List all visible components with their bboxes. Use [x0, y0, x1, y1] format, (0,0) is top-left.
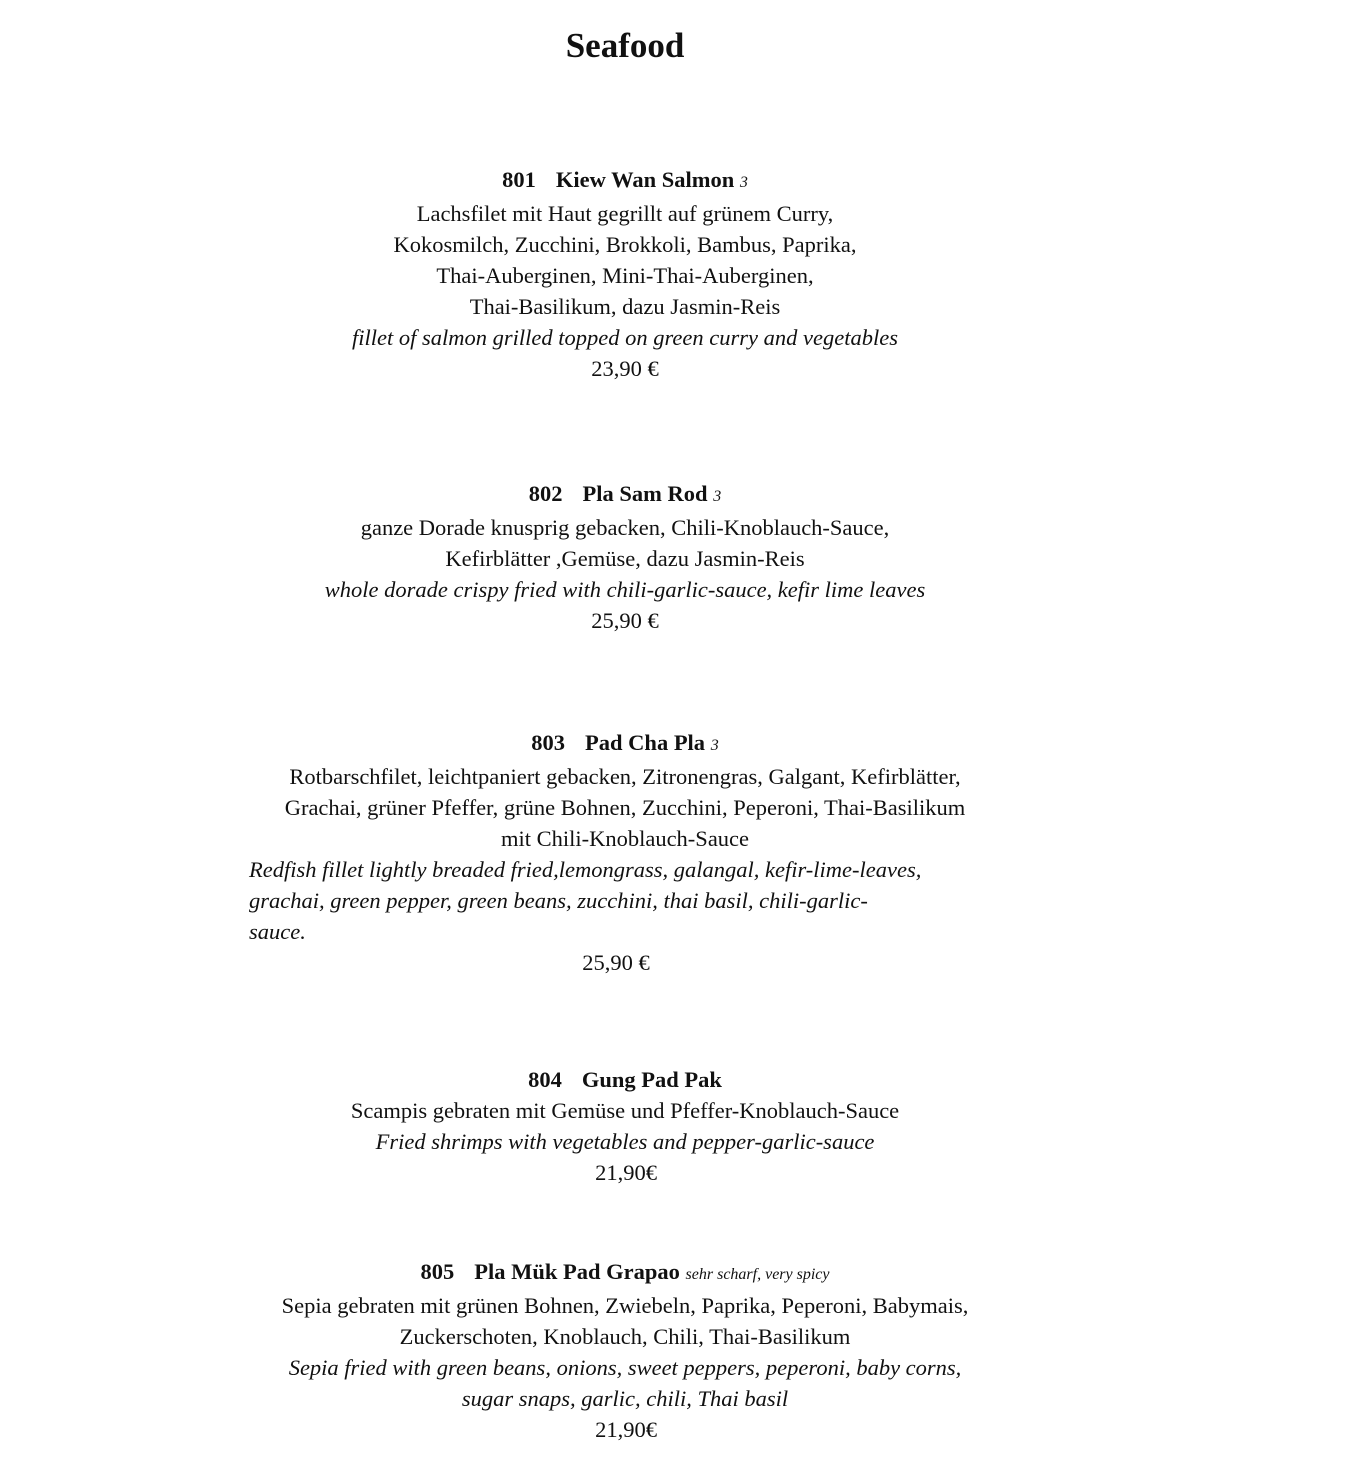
dish-name: Pad Cha Pla [585, 730, 706, 755]
dish-note: 3 [739, 174, 748, 191]
dish-heading [0, 1064, 1250, 1095]
german-description-line: Kefirblätter ,Gemüse, dazu Jasmin-Reis [445, 546, 805, 571]
dish-price: 25,90 € [591, 608, 659, 633]
menu-item-804 [0, 1064, 1250, 1188]
english-description-line: whole dorade crispy fried with chili-garlic-sauce, kefir lime leaves [324, 577, 926, 602]
german-description-line: Grachai, grüner Pfeffer, grüne Bohnen, Zucchini, Peperoni, Thai-Basilikum [284, 795, 966, 820]
dish-number: 802 [528, 481, 563, 506]
english-description-line: Fried shrimps with vegetables and pepper-garlic-sauce [375, 1129, 875, 1154]
english-description-line: sugar snaps, garlic, chili, Thai basil [461, 1386, 789, 1411]
dish-note: 3 [710, 737, 719, 754]
menu-item-803 [0, 727, 1250, 978]
menu-item-801 [0, 164, 1250, 384]
dish-number: 804 [528, 1067, 562, 1092]
dish-heading [0, 164, 1250, 198]
english-description-line: sauce. [249, 919, 306, 944]
dish-note: sehr scharf, very spicy [685, 1266, 830, 1283]
german-description-line: Kokosmilch, Zucchini, Brokkoli, Bambus, Paprika, [393, 232, 857, 257]
german-description-line: Rotbarschfilet, leichtpaniert gebacken, Zitronengras, Galgant, Kefirblätter, [289, 764, 961, 789]
german-description-line: Lachsfilet mit Haut gegrillt auf grünem Curry, [416, 201, 834, 226]
german-description-line: Thai-Basilikum, dazu Jasmin-Reis [469, 294, 781, 319]
dish-heading [0, 478, 1250, 512]
english-description-line: grachai, green pepper, green beans, zucchini, thai basil, chili-garlic- [249, 888, 868, 913]
dish-price: 25,90 € [582, 950, 650, 975]
page-title: Seafood [565, 26, 685, 65]
dish-number: 803 [531, 730, 566, 755]
german-description-line: mit Chili-Knoblauch-Sauce [500, 826, 750, 851]
dish-name: Gung Pad Pak [581, 1067, 722, 1092]
german-description-line: Zuckerschoten, Knoblauch, Chili, Thai-Basilikum [399, 1324, 851, 1349]
german-description-line: Sepia gebraten mit grünen Bohnen, Zwiebeln, Paprika, Peperoni, Babymais, [281, 1293, 969, 1318]
dish-name: Pla Mük Pad Grapao [474, 1259, 680, 1284]
dish-name: Kiew Wan Salmon [555, 167, 735, 192]
dish-number: 801 [502, 167, 536, 192]
dish-price: 21,90€ [595, 1160, 657, 1185]
dish-price: 23,90 € [591, 356, 659, 381]
dish-number: 805 [420, 1259, 455, 1284]
german-description-line: Thai-Auberginen, Mini-Thai-Auberginen, [436, 263, 814, 288]
dish-heading [0, 1256, 1250, 1290]
english-description-line: fillet of salmon grilled topped on green curry and vegetables [352, 325, 898, 350]
dish-name: Pla Sam Rod [582, 481, 708, 506]
dish-note: 3 [713, 488, 722, 505]
english-description-line: Sepia fried with green beans, onions, sweet peppers, peperoni, baby corns, [288, 1355, 962, 1380]
dish-heading [0, 727, 1250, 761]
menu-item-802 [0, 478, 1250, 636]
menu-item-805 [0, 1256, 1250, 1445]
english-description-line: Redfish fillet lightly breaded fried,lemongrass, galangal, kefir-lime-leaves, [249, 857, 922, 882]
dish-price: 21,90€ [595, 1417, 657, 1442]
german-description-line: ganze Dorade knusprig gebacken, Chili-Knoblauch-Sauce, [360, 515, 890, 540]
german-description-line: Scampis gebraten mit Gemüse und Pfeffer-Knoblauch-Sauce [350, 1098, 900, 1123]
